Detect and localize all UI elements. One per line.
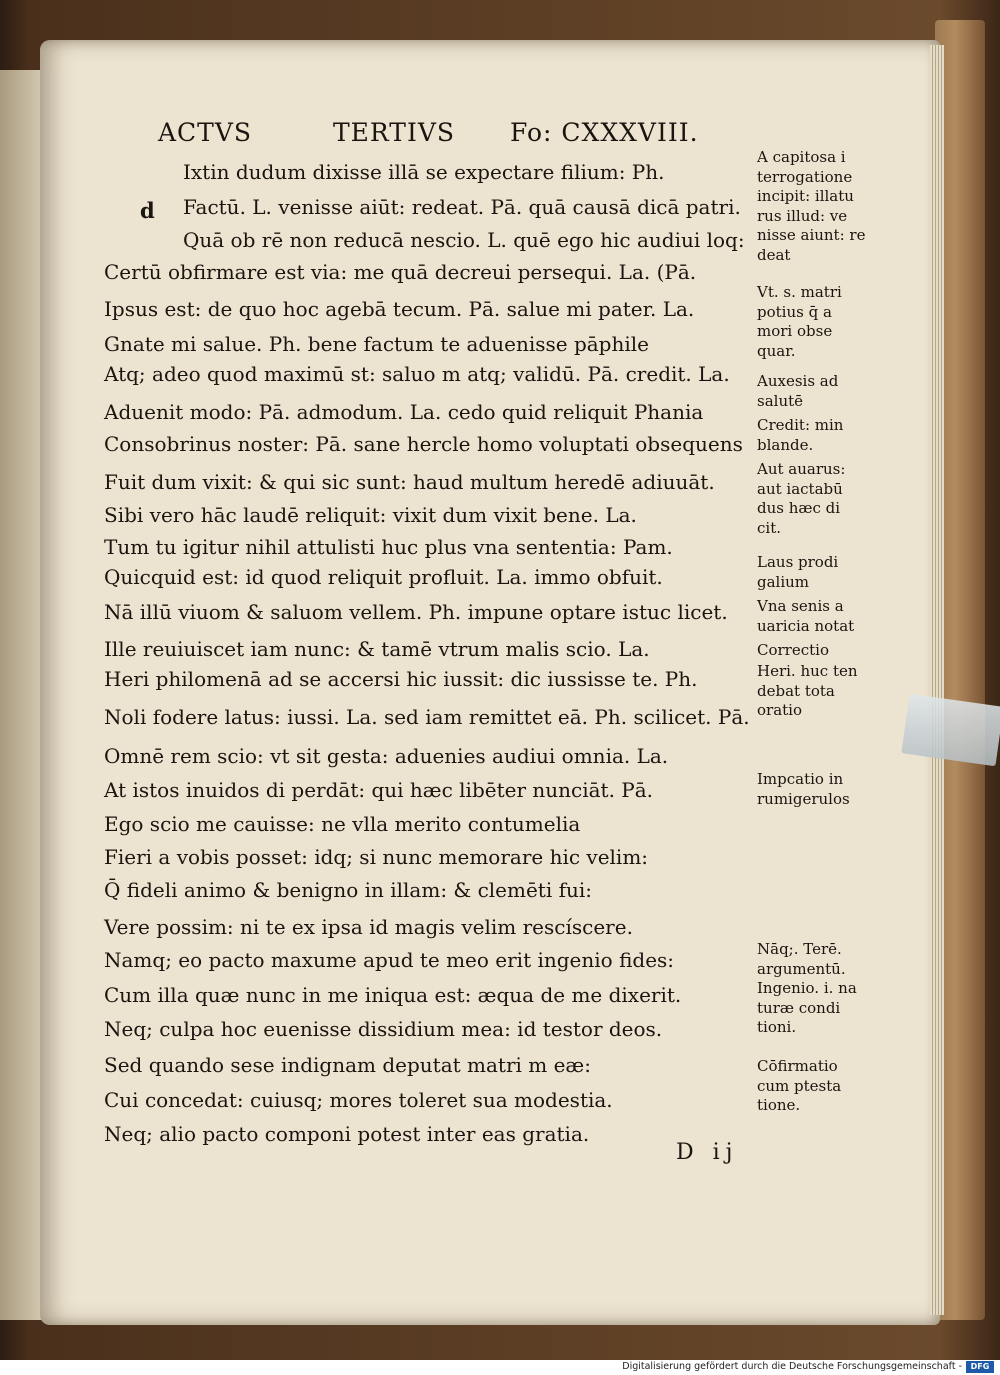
text-line: Cui concedat: cuiusq; mores toleret sua modestia. [104,1088,613,1112]
text-line: Neq; culpa hoc euenisse dissidium mea: id testor deos. [104,1017,663,1041]
text-line: At istos inuidos di perdāt: qui hæc libēter nunciāt. Pā. [104,778,654,802]
text-line: Tum tu igitur nihil attulisti huc plus vna sententia: Pam. [104,535,673,559]
text-line: Consobrinus noster: Pā. sane hercle homo voluptati obsequens [104,432,743,456]
text-line: Namq; eo pacto maxume apud te meo erit ingenio fides: [104,948,675,972]
text-line: Ixtin dudum dixisse illā se expectare filium: Ph. [183,160,665,184]
text-line: Aduenit modo: Pā. admodum. La. cedo quid reliquit Phania [104,400,704,424]
gloss-note: Impcatio in rumigerulos [757,770,850,808]
marginal-letter: d [140,198,155,223]
text-line: Gnate mi salue. Ph. bene factum te aduenisse pāphile [104,332,649,356]
gloss-note: A capitosa i terrogatione incipit: illatu rus illud: ve nisse aiunt: re deat [757,148,866,264]
text-line: Atq; adeo quod maximū st: saluo m atq; validū. Pā. credit. La. [104,362,730,386]
text-line: Sed quando sese indignam deputat matri m eæ: [104,1053,591,1077]
gloss-note: Aut auarus: aut iactabū dus hæc di cit. [757,460,846,537]
text-line: Fuit dum vixit: & qui sic sunt: haud multum heredē adiuuāt. [104,470,715,494]
dfg-logo: DFG [966,1361,994,1373]
signature-mark: D ij [676,1140,739,1165]
gloss-note: Cōfirmatio cum ptesta tione. [757,1057,842,1114]
text-line: Certū obfirmare est via: me quā decreui persequi. La. (Pā. [104,260,697,284]
gloss-note: Heri. huc ten debat tota oratio [757,662,858,719]
gloss-note: Auxesis ad salutē [757,372,839,410]
text-line: Nā illū viuom & saluom vellem. Ph. impune optare istuc licet. [104,600,728,624]
text-line: Cum illa quæ nunc in me iniqua est: æqua de me dixerit. [104,983,682,1007]
folio-number: Fo: CXXXVIII. [510,118,699,147]
text-line: Quā ob rē non reducā nescio. L. quē ego hic audiui loq: [183,228,745,252]
gloss-note: Vna senis a uaricia notat [757,597,855,635]
text-line: Q̄ fideli animo & benigno in illam: & clemēti fui: [104,878,593,902]
running-head-actus: ACTVS [158,118,253,147]
text-line: Noli fodere latus: iussi. La. sed iam remittet eā. Ph. scilicet. Pā. [104,705,750,729]
gloss-note: Correctio [757,641,829,659]
text-line: Vere possim: ni te ex ipsa id magis velim rescíscere. [104,915,633,939]
text-line: Ego scio me cauisse: ne vlla merito contumelia [104,812,581,836]
gloss-note: Laus prodi galium [757,553,839,591]
text-line: Quicquid est: id quod reliquit profluit. La. immo obfuit. [104,565,663,589]
funding-credit: Digitalisierung gefördert durch die Deutsche Forschungsgemeinschaft - [622,1361,962,1372]
text-line: Heri philomenā ad se accersi hic iussit: dic iussisse te. Ph. [104,667,698,691]
gloss-note: Vt. s. matri potius q̄ a mori obse quar. [757,283,842,360]
text-line: Omnē rem scio: vt sit gesta: aduenies audiui omnia. La. [104,744,669,768]
gloss-note: Nāq;. Terē. argumentū. Ingenio. i. na turæ condi tioni. [757,940,857,1036]
text-line: Neq; alio pacto componi potest inter eas gratia. [104,1122,590,1146]
gloss-note: Credit: min blande. [757,416,844,454]
text-line: Sibi vero hāc laudē reliquit: vixit dum vixit bene. La. [104,503,637,527]
text-line: Fieri a vobis posset: idq; si nunc memorare hic velim: [104,845,649,869]
text-line: Ille reuiuiscet iam nunc: & tamē vtrum malis scio. La. [104,637,650,661]
text-line: Factū. L. venisse aiūt: redeat. Pā. quā causā dicā patri. [183,195,741,219]
page-stack-edges [930,45,944,1315]
text-line: Ipsus est: de quo hoc agebā tecum. Pā. salue mi pater. La. [104,297,695,321]
running-head-tertius: TERTIVS [333,118,456,147]
